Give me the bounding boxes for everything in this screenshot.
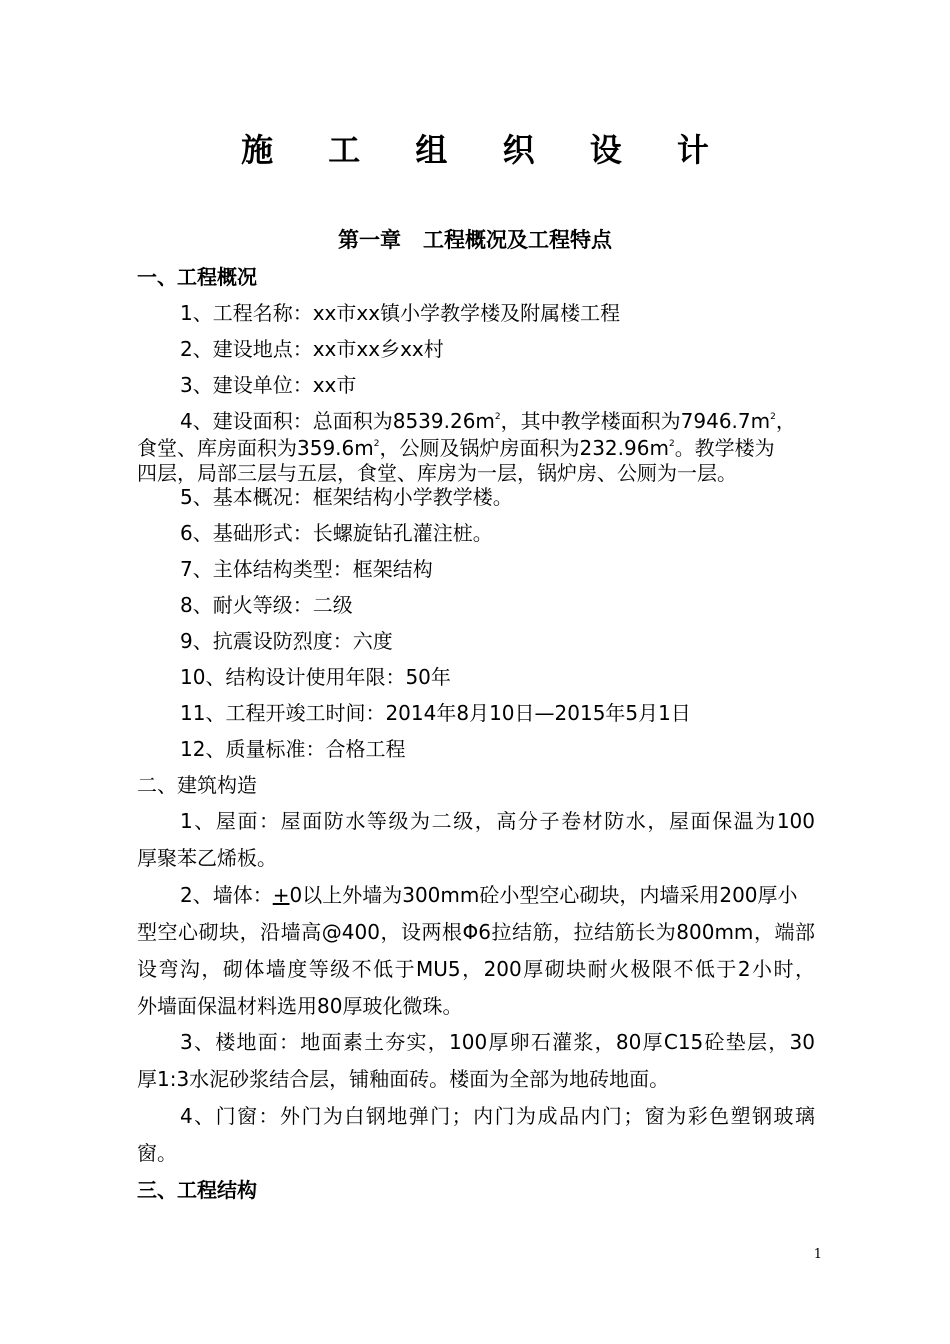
area-toilet-text: ，公厕及锅炉房面积为232.96m: [379, 436, 669, 460]
overview-item-4-line-3: 四层，局部三层与五层，食堂、库房为一层，锅炉房、公厕为一层。: [137, 461, 737, 485]
overview-item-7: 7、主体结构类型：框架结构: [180, 557, 433, 581]
plus-minus-sign: +: [272, 883, 290, 907]
wall-line-1: [180, 880, 830, 910]
document-title: 施 工 组 织 设 计: [241, 131, 731, 169]
overview-item-9: 9、抗震设防烈度：六度: [180, 629, 393, 653]
area-line-end: 。教学楼为: [674, 436, 775, 460]
door-line-1: 4、门窗：外门为白钢地弹门；内门为成品内门；窗为彩色塑钢玻璃: [180, 1104, 815, 1128]
overview-item-1: 1、工程名称：xx市xx镇小学教学楼及附属楼工程: [180, 301, 621, 325]
wall-text: 0以上外墙为300mm砼小型空心砌块，内墙采用200厚小: [289, 883, 798, 907]
door-line-2: 窗。: [137, 1141, 177, 1165]
wall-label: 2、墙体：: [180, 883, 273, 907]
wall-line-3: 设弯沟，砌体墙度等级不低于MU5，200厚砌块耐火极限不低于2小时，: [137, 957, 815, 981]
overview-item-12: 12、质量标准：合格工程: [180, 737, 406, 761]
superscript-2: 2: [373, 439, 380, 449]
floor-line-2: 厚1:3水泥砂浆结合层，铺釉面砖。楼面为全部为地砖地面。: [137, 1067, 670, 1091]
wall-line-4: 外墙面保温材料选用80厚玻化微珠。: [137, 994, 463, 1018]
overview-item-5: 5、基本概况：框架结构小学教学楼。: [180, 485, 513, 509]
roof-line-2: 厚聚苯乙烯板。: [137, 846, 277, 870]
area-line-end: ，: [775, 409, 796, 433]
section-heading-construction: 二、建筑构造: [137, 773, 257, 797]
roof-line-1: 1、屋面：屋面防水等级为二级，高分子卷材防水，屋面保温为100: [180, 809, 815, 833]
area-teaching-text: ，其中教学楼面积为7946.7m: [500, 409, 771, 433]
overview-item-8: 8、耐火等级：二级: [180, 593, 353, 617]
overview-item-11: 11、工程开竣工时间：2014年8月10日—2015年5月1日: [180, 701, 691, 725]
wall-line-2: 型空心砌块，沿墙高@400，设两根Φ6拉结筋，拉结筋长为800mm，端部: [137, 920, 815, 944]
floor-line-1: 3、楼地面：地面素土夯实，100厚卵石灌浆，80厚C15砼垫层，30: [180, 1030, 815, 1054]
chapter-heading: 第一章 工程概况及工程特点: [338, 228, 612, 252]
overview-item-6: 6、基础形式：长螺旋钻孔灌注桩。: [180, 521, 493, 545]
superscript-2: 2: [668, 439, 675, 449]
area-canteen-text: 食堂、库房面积为359.6m: [137, 436, 374, 460]
overview-item-2: 2、建设地点：xx市xx乡xx村: [180, 337, 444, 361]
section-heading-overview: 一、工程概况: [137, 265, 257, 289]
superscript-2: 2: [770, 412, 776, 422]
section-heading-structure: 三、工程结构: [137, 1178, 257, 1202]
superscript-2: 2: [494, 412, 501, 422]
page-number: 1: [813, 1247, 822, 1262]
area-total-text: 4、建设面积：总面积为8539.26m: [180, 409, 495, 433]
overview-item-10: 10、结构设计使用年限：50年: [180, 665, 451, 689]
overview-item-3: 3、建设单位：xx市: [180, 373, 357, 397]
overview-item-4-line-1: [180, 406, 830, 436]
